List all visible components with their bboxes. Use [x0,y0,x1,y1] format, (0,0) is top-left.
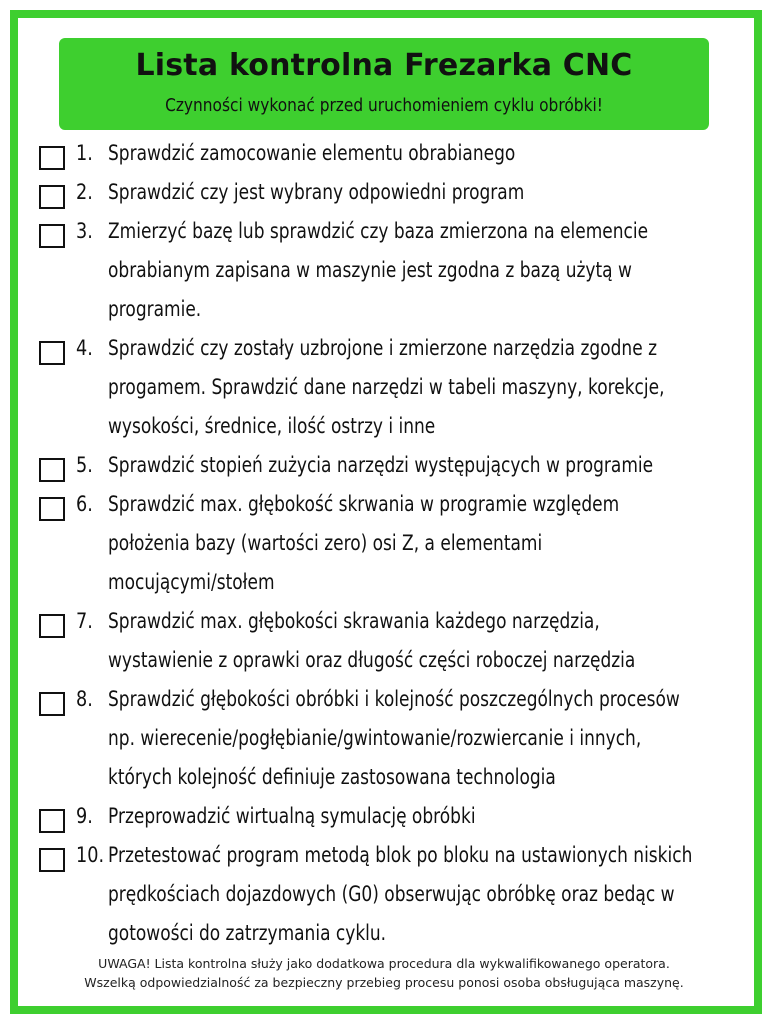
footer-warning-line-1: UWAGA! Lista kontrolna służy jako dodatkowa procedura dla wykwalifikowanego operatora. [98,956,670,971]
checklist-item [38,797,738,836]
checklist-item-text [108,680,691,797]
checkbox[interactable] [39,497,65,521]
checklist-item-line: Sprawdzić głębokości obróbki i kolejność poszczególnych procesów [108,687,680,711]
page-subtitle: Czynności wykonać przed uruchomieniem cyklu obróbki! [165,96,603,116]
checklist-item-number: 3. [76,219,93,243]
checkbox[interactable] [39,692,65,716]
checklist-item-line: wystawienie z oprawki oraz długość części roboczej narzędzia [108,648,636,672]
checklist-item [38,836,738,953]
checklist-item-text [108,836,691,953]
checklist-item-number: 8. [76,687,93,711]
checklist-item-number: 2. [76,180,93,204]
checklist-item-line: progamem. Sprawdzić dane narzędzi w tabeli maszyny, korekcje, [108,375,665,399]
checklist-item-line: Sprawdzić max. głębokości skrawania każdego narzędzia, [108,609,600,633]
checklist-item [38,680,738,797]
checklist-item-line: Sprawdzić max. głębokość skrwania w programie względem [108,492,620,516]
checklist-item-line: programie. [108,297,202,321]
checklist-item-number: 7. [76,609,93,633]
page-title: Lista kontrolna Frezarka CNC [135,48,633,83]
checklist-item-number: 4. [76,336,93,360]
checklist-item-number: 6. [76,492,93,516]
checklist-item-line: Sprawdzić czy jest wybrany odpowiedni program [108,180,525,204]
checklist-item-number: 5. [76,453,93,477]
checklist-item-line: których kolejność definiuje zastosowana technologia [108,765,556,789]
checklist [38,134,738,953]
checklist-item-line: Sprawdzić stopień zużycia narzędzi występujących w programie [108,453,654,477]
checklist-item-text [108,173,691,212]
checkbox[interactable] [39,224,65,248]
checklist-item-number: 1. [76,141,93,165]
checklist-item-line: Przetestować program metodą blok po bloku na ustawionych niskich [108,843,693,867]
checklist-item-number: 9. [76,804,93,828]
checkbox[interactable] [39,341,65,365]
checklist-item [38,212,738,329]
checklist-item [38,173,738,212]
checklist-item-line: mocującymi/stołem [108,570,275,594]
checklist-item [38,134,738,173]
checklist-item-line: Sprawdzić czy zostały uzbrojone i zmierzone narzędzia zgodne z [108,336,658,360]
checklist-item [38,329,738,446]
checkbox[interactable] [39,185,65,209]
checklist-item [38,485,738,602]
checkbox[interactable] [39,614,65,638]
checklist-item-text [108,212,691,329]
checkbox[interactable] [39,458,65,482]
checklist-item-text [108,485,691,602]
checklist-item-number: 10. [76,843,105,867]
header-banner [59,38,709,130]
checklist-item-text [108,797,691,836]
footer-warning [0,954,768,992]
checklist-item-line: np. wierecenie/pogłębianie/gwintowanie/rozwiercanie i innych, [108,726,642,750]
checkbox[interactable] [39,809,65,833]
checklist-item-line: obrabianym zapisana w maszynie jest zgodna z bazą użytą w [108,258,632,282]
checklist-item-text [108,329,691,446]
checklist-item-line: prędkościach dojazdowych (G0) obserwując obróbkę oraz bedąc w [108,882,675,906]
checklist-item [38,602,738,680]
checklist-item-text [108,446,691,485]
footer-warning-line-2: Wszelką odpowiedzialność za bezpieczny przebieg procesu ponosi osoba obsługująca maszynę. [84,975,684,990]
checklist-item-line: położenia bazy (wartości zero) osi Z, a elementami [108,531,543,555]
checklist-item-text [108,134,691,173]
checklist-item-line: gotowości do zatrzymania cyklu. [108,921,387,945]
checklist-item-line: Sprawdzić zamocowanie elementu obrabianego [108,141,516,165]
checkbox[interactable] [39,146,65,170]
checklist-item-line: Zmierzyć bazę lub sprawdzić czy baza zmierzona na elemencie [108,219,649,243]
checklist-item-line: Przeprowadzić wirtualną symulację obróbki [108,804,476,828]
checklist-item-text [108,602,691,680]
checklist-item [38,446,738,485]
checkbox[interactable] [39,848,65,872]
checklist-item-line: wysokości, średnice, ilość ostrzy i inne [108,414,436,438]
